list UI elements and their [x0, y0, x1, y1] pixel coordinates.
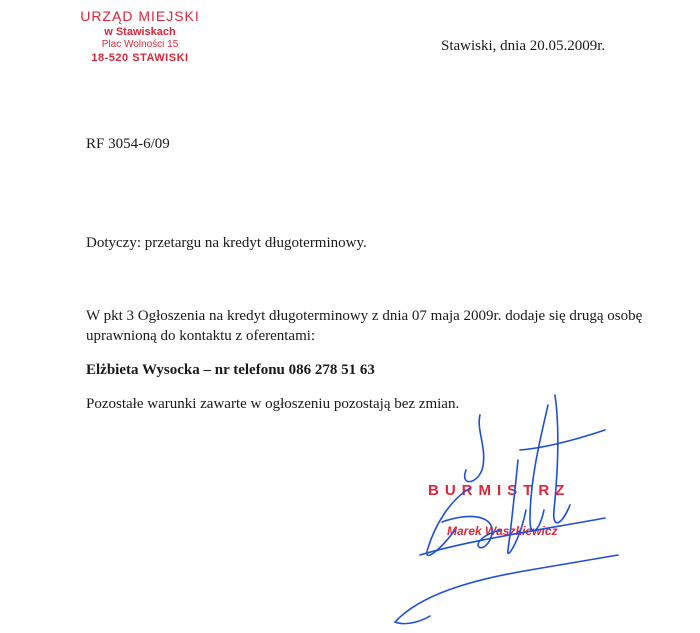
contact-person: Elżbieta Wysocka – nr telefonu 086 278 51 63	[86, 362, 375, 378]
handwritten-signature	[380, 390, 620, 633]
closing-sentence: Pozostałe warunki zawarte w ogłoszeniu pozostają bez zmian.	[86, 396, 460, 412]
place-and-date: Stawiski, dnia 20.05.2009r.	[441, 38, 606, 54]
stamp-town: w Stawiskach	[104, 25, 176, 38]
reference-number: RF 3054-6/09	[86, 136, 170, 152]
mayor-title-stamp: BURMISTRZ	[428, 482, 571, 499]
office-stamp	[60, 8, 220, 66]
stamp-postal-code: 18-520 STAWISKI	[91, 51, 189, 64]
stamp-street: Plac Wolności 15	[101, 39, 179, 51]
mayor-name-stamp: Marek Waszkiewicz	[447, 524, 558, 538]
subject-line: Dotyczy: przetargu na kredyt długoterminowy.	[86, 235, 367, 251]
body-paragraph: W pkt 3 Ogłoszenia na kredyt długoterminowy z dnia 07 maja 2009r. dodaje się drugą osobę uprawnioną do kontaktu z oferentami:	[86, 308, 643, 344]
stamp-office-name: URZĄD MIEJSKI	[80, 8, 200, 24]
